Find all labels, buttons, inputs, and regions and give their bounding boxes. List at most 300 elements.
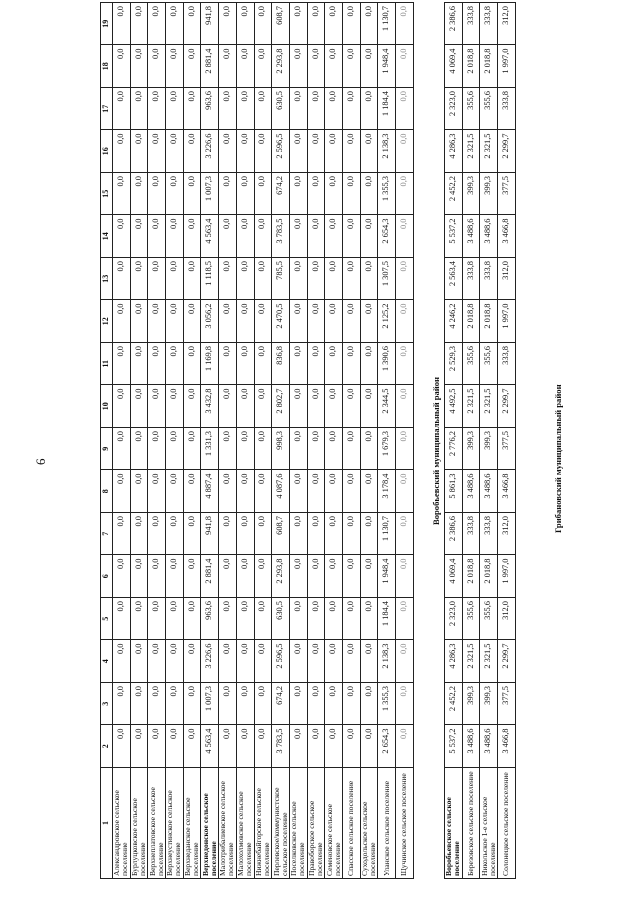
value-cell: 0,0 [166, 725, 184, 768]
value-cell: 2 321,5 [480, 385, 498, 428]
value-cell: 355,6 [480, 598, 498, 641]
value-cell: 0,0 [342, 513, 360, 556]
value-cell: 3 466,8 [498, 215, 516, 258]
value-cell: 0,0 [254, 215, 272, 258]
value-cell: 0,0 [113, 683, 131, 726]
value-cell: 0,0 [130, 130, 148, 173]
value-cell: 0,0 [219, 428, 237, 471]
value-cell: 1 184,4 [378, 598, 396, 641]
value-cell: 0,0 [236, 45, 254, 88]
value-cell: 0,0 [130, 215, 148, 258]
value-cell: 0,0 [307, 3, 325, 46]
value-cell: 0,0 [183, 640, 201, 683]
column-header: 17 [101, 88, 113, 131]
value-cell: 0,0 [342, 130, 360, 173]
column-header: 3 [101, 683, 113, 726]
value-cell: 0,0 [166, 640, 184, 683]
value-cell: 333,8 [462, 258, 480, 301]
value-cell: 0,0 [254, 45, 272, 88]
value-cell: 0,0 [396, 640, 414, 683]
value-cell: 0,0 [113, 513, 131, 556]
value-cell: 0,0 [307, 258, 325, 301]
column-header: 6 [101, 555, 113, 598]
value-cell: 3 488,6 [462, 470, 480, 513]
value-cell: 2 654,3 [378, 215, 396, 258]
table-row [480, 3, 498, 879]
value-cell: 0,0 [236, 3, 254, 46]
value-cell: 312,0 [498, 3, 516, 46]
value-cell: 355,6 [462, 598, 480, 641]
value-cell: 0,0 [236, 88, 254, 131]
column-header: 1 [101, 768, 113, 879]
column-header: 11 [101, 343, 113, 386]
value-cell: 0,0 [342, 725, 360, 768]
value-cell: 0,0 [183, 725, 201, 768]
settlement-name: Щучинское сельское поселение [396, 768, 414, 879]
value-cell: 0,0 [130, 300, 148, 343]
value-cell: 0,0 [289, 513, 307, 556]
value-cell: 0,0 [219, 173, 237, 216]
value-cell: 0,0 [236, 258, 254, 301]
value-cell: 0,0 [236, 640, 254, 683]
value-cell: 0,0 [342, 173, 360, 216]
value-cell: 1 948,4 [378, 555, 396, 598]
value-cell: 0,0 [130, 343, 148, 386]
value-cell: 0,0 [130, 513, 148, 556]
table-row [396, 3, 414, 879]
table-row [462, 3, 480, 879]
value-cell: 1 355,3 [378, 683, 396, 726]
value-cell: 0,0 [360, 385, 378, 428]
value-cell: 4 246,2 [445, 300, 463, 343]
value-cell: 0,0 [183, 45, 201, 88]
column-header: 12 [101, 300, 113, 343]
value-cell: 0,0 [325, 173, 343, 216]
value-cell: 0,0 [148, 88, 166, 131]
value-cell: 2 386,6 [445, 3, 463, 46]
value-cell: 1 948,4 [378, 45, 396, 88]
value-cell: 3 226,6 [201, 130, 219, 173]
value-cell: 3 783,5 [272, 725, 290, 768]
column-header: 18 [101, 45, 113, 88]
value-cell: 0,0 [113, 598, 131, 641]
table-row [201, 3, 219, 879]
column-header: 4 [101, 640, 113, 683]
value-cell: 4 563,4 [201, 725, 219, 768]
value-cell: 0,0 [342, 385, 360, 428]
value-cell: 0,0 [289, 258, 307, 301]
value-cell: 630,5 [272, 598, 290, 641]
value-cell: 3 466,8 [498, 725, 516, 768]
value-cell: 4 069,4 [445, 45, 463, 88]
settlement-name: Спасское сельское поселение [342, 768, 360, 879]
table-row [236, 3, 254, 879]
value-cell: 0,0 [360, 258, 378, 301]
column-header: 15 [101, 173, 113, 216]
value-cell: 0,0 [130, 428, 148, 471]
value-cell: 0,0 [289, 683, 307, 726]
value-cell: 0,0 [289, 555, 307, 598]
value-cell: 0,0 [289, 215, 307, 258]
settlement-name: Малотрибалиевское сельское поселение [219, 768, 237, 879]
settlement-name: Нижнебайгорское сельское поселение [254, 768, 272, 879]
value-cell: 0,0 [148, 513, 166, 556]
value-cell: 0,0 [148, 598, 166, 641]
value-cell: 312,0 [498, 258, 516, 301]
value-cell: 0,0 [113, 640, 131, 683]
value-cell: 4 087,6 [272, 470, 290, 513]
table-row [113, 3, 131, 879]
value-cell: 0,0 [166, 428, 184, 471]
value-cell: 0,0 [342, 470, 360, 513]
value-cell: 2 386,6 [445, 513, 463, 556]
value-cell: 2 323,0 [445, 598, 463, 641]
value-cell: 1 679,3 [378, 428, 396, 471]
value-cell: 630,5 [272, 88, 290, 131]
value-cell: 4 286,3 [445, 640, 463, 683]
value-cell: 0,0 [307, 598, 325, 641]
value-cell: 0,0 [236, 385, 254, 428]
value-cell: 0,0 [254, 300, 272, 343]
table-row [307, 3, 325, 879]
value-cell: 0,0 [113, 258, 131, 301]
settlement-name: Солонецкое сельское поселение [498, 768, 516, 879]
value-cell: 5 537,2 [445, 215, 463, 258]
value-cell: 0,0 [396, 343, 414, 386]
column-header: 9 [101, 428, 113, 471]
value-cell: 2 293,8 [272, 45, 290, 88]
value-cell: 399,3 [462, 683, 480, 726]
table-row [360, 3, 378, 879]
value-cell: 0,0 [342, 428, 360, 471]
value-cell: 0,0 [148, 258, 166, 301]
value-cell: 4 492,5 [445, 385, 463, 428]
value-cell: 0,0 [289, 173, 307, 216]
value-cell: 3 783,5 [272, 215, 290, 258]
value-cell: 0,0 [130, 173, 148, 216]
value-cell: 0,0 [342, 88, 360, 131]
value-cell: 0,0 [130, 598, 148, 641]
value-cell: 0,0 [183, 598, 201, 641]
value-cell: 0,0 [360, 513, 378, 556]
budget-table [100, 2, 414, 879]
value-cell: 2 018,8 [462, 45, 480, 88]
value-cell: 0,0 [307, 640, 325, 683]
value-cell: 0,0 [148, 45, 166, 88]
value-cell: 0,0 [236, 725, 254, 768]
value-cell: 0,0 [360, 173, 378, 216]
value-cell: 333,8 [480, 3, 498, 46]
table-row [342, 3, 360, 879]
value-cell: 0,0 [289, 130, 307, 173]
value-cell: 0,0 [396, 513, 414, 556]
value-cell: 355,6 [462, 88, 480, 131]
value-cell: 1 355,3 [378, 173, 396, 216]
value-cell: 2 125,2 [378, 300, 396, 343]
value-cell: 608,7 [272, 513, 290, 556]
value-cell: 0,0 [342, 640, 360, 683]
settlement-name: Перлевское/коммунистское сельское поселение [272, 768, 290, 879]
value-cell: 0,0 [307, 130, 325, 173]
value-cell: 0,0 [307, 428, 325, 471]
value-cell: 0,0 [307, 555, 325, 598]
value-cell: 0,0 [342, 555, 360, 598]
value-cell: 0,0 [166, 513, 184, 556]
value-cell: 0,0 [307, 88, 325, 131]
value-cell: 2 138,3 [378, 130, 396, 173]
value-cell: 0,0 [236, 215, 254, 258]
value-cell: 0,0 [166, 3, 184, 46]
value-cell: 0,0 [130, 258, 148, 301]
value-cell: 312,0 [498, 513, 516, 556]
value-cell: 0,0 [254, 598, 272, 641]
value-cell: 333,8 [480, 513, 498, 556]
value-cell: 4 069,4 [445, 555, 463, 598]
value-cell: 0,0 [289, 470, 307, 513]
value-cell: 0,0 [307, 300, 325, 343]
value-cell: 0,0 [130, 640, 148, 683]
value-cell: 0,0 [307, 470, 325, 513]
value-cell: 0,0 [254, 513, 272, 556]
value-cell: 0,0 [342, 215, 360, 258]
settlement-name: Воробьевское сельское поселение [445, 768, 463, 879]
value-cell: 0,0 [254, 470, 272, 513]
value-cell: 0,0 [307, 725, 325, 768]
table-row [498, 3, 516, 879]
value-cell: 0,0 [219, 215, 237, 258]
value-cell: 2 321,5 [462, 385, 480, 428]
value-cell: 0,0 [113, 428, 131, 471]
value-cell: 0,0 [113, 385, 131, 428]
value-cell: 0,0 [113, 725, 131, 768]
value-cell: 377,5 [498, 683, 516, 726]
value-cell: 0,0 [289, 3, 307, 46]
column-header: 16 [101, 130, 113, 173]
column-header: 5 [101, 598, 113, 641]
value-cell: 0,0 [254, 3, 272, 46]
value-cell: 399,3 [480, 173, 498, 216]
value-cell: 0,0 [219, 88, 237, 131]
value-cell: 0,0 [289, 385, 307, 428]
value-cell: 0,0 [325, 343, 343, 386]
value-cell: 0,0 [325, 428, 343, 471]
value-cell: 836,8 [272, 343, 290, 386]
table-row [272, 3, 290, 879]
value-cell: 0,0 [360, 555, 378, 598]
value-cell: 0,0 [166, 555, 184, 598]
value-cell: 0,0 [396, 3, 414, 46]
value-cell: 2 018,8 [480, 45, 498, 88]
value-cell: 2 321,5 [480, 130, 498, 173]
value-cell: 0,0 [148, 470, 166, 513]
value-cell: 377,5 [498, 173, 516, 216]
value-cell: 0,0 [396, 385, 414, 428]
value-cell: 0,0 [148, 725, 166, 768]
value-cell: 5 537,2 [445, 725, 463, 768]
value-cell: 0,0 [254, 343, 272, 386]
value-cell: 0,0 [325, 470, 343, 513]
page-number: 6 [33, 458, 48, 465]
table-row [130, 3, 148, 879]
value-cell: 2 470,5 [272, 300, 290, 343]
value-cell: 0,0 [113, 300, 131, 343]
value-cell: 0,0 [236, 683, 254, 726]
value-cell: 0,0 [183, 300, 201, 343]
value-cell: 0,0 [254, 725, 272, 768]
value-cell: 0,0 [183, 343, 201, 386]
value-cell: 0,0 [183, 215, 201, 258]
value-cell: 0,0 [360, 215, 378, 258]
value-cell: 0,0 [166, 598, 184, 641]
value-cell: 2 344,5 [378, 385, 396, 428]
value-cell: 0,0 [166, 258, 184, 301]
value-cell: 0,0 [396, 555, 414, 598]
value-cell: 0,0 [236, 555, 254, 598]
value-cell: 608,7 [272, 3, 290, 46]
table-row [183, 3, 201, 879]
settlement-name: Суходольское сельское поселение [360, 768, 378, 879]
value-cell: 3 488,6 [462, 215, 480, 258]
value-cell: 0,0 [219, 725, 237, 768]
value-cell: 0,0 [236, 173, 254, 216]
value-cell: 0,0 [113, 343, 131, 386]
value-cell: 2 452,2 [445, 683, 463, 726]
value-cell: 0,0 [236, 513, 254, 556]
value-cell: 674,2 [272, 173, 290, 216]
value-cell: 2 293,8 [272, 555, 290, 598]
table-row [378, 3, 396, 879]
value-cell: 0,0 [396, 470, 414, 513]
value-cell: 0,0 [360, 45, 378, 88]
value-cell: 399,3 [480, 683, 498, 726]
value-cell: 0,0 [219, 130, 237, 173]
value-cell: 0,0 [166, 343, 184, 386]
value-cell: 2 018,8 [480, 555, 498, 598]
value-cell: 0,0 [396, 88, 414, 131]
value-cell: 0,0 [130, 45, 148, 88]
value-cell: 963,6 [201, 88, 219, 131]
value-cell: 0,0 [113, 555, 131, 598]
value-cell: 0,0 [254, 428, 272, 471]
value-cell: 0,0 [325, 683, 343, 726]
settlement-name: Малохолмовское сельское поселение [236, 768, 254, 879]
value-cell: 0,0 [360, 683, 378, 726]
value-cell: 0,0 [219, 555, 237, 598]
value-cell: 0,0 [396, 300, 414, 343]
value-cell: 0,0 [360, 343, 378, 386]
value-cell: 0,0 [360, 598, 378, 641]
column-header: 8 [101, 470, 113, 513]
value-cell: 0,0 [342, 598, 360, 641]
value-cell: 0,0 [130, 683, 148, 726]
value-cell: 399,3 [462, 173, 480, 216]
value-cell: 0,0 [360, 470, 378, 513]
value-cell: 0,0 [360, 725, 378, 768]
section-title-vorobyevsky: Воробьевский муниципальный район [431, 376, 441, 525]
value-cell: 0,0 [148, 215, 166, 258]
value-cell: 0,0 [307, 215, 325, 258]
value-cell: 0,0 [148, 3, 166, 46]
settlement-name: Березовское сельское поселение [462, 768, 480, 879]
value-cell: 2 138,3 [378, 640, 396, 683]
value-cell: 0,0 [183, 258, 201, 301]
value-cell: 3 178,4 [378, 470, 396, 513]
value-cell: 0,0 [183, 88, 201, 131]
value-cell: 0,0 [148, 300, 166, 343]
value-cell: 3 488,6 [480, 470, 498, 513]
settlement-name: Семеновское сельское поселение [325, 768, 343, 879]
value-cell: 2 321,5 [462, 130, 480, 173]
value-cell: 333,8 [480, 258, 498, 301]
value-cell: 0,0 [342, 343, 360, 386]
value-cell: 0,0 [325, 640, 343, 683]
value-cell: 0,0 [166, 683, 184, 726]
value-cell: 0,0 [325, 385, 343, 428]
value-cell: 2 299,7 [498, 640, 516, 683]
value-cell: 0,0 [219, 45, 237, 88]
settlement-name: Верхнедонское сельское поселение [201, 768, 219, 879]
value-cell: 0,0 [360, 428, 378, 471]
value-cell: 1 331,3 [201, 428, 219, 471]
settlement-name: Верхнеданское сельское поселение [183, 768, 201, 879]
value-cell: 0,0 [342, 300, 360, 343]
column-header: 2 [101, 725, 113, 768]
value-cell: 0,0 [219, 343, 237, 386]
value-cell: 0,0 [307, 513, 325, 556]
value-cell: 0,0 [254, 683, 272, 726]
value-cell: 0,0 [148, 428, 166, 471]
value-cell: 2 018,8 [480, 300, 498, 343]
value-cell: 1 169,8 [201, 343, 219, 386]
value-cell: 399,3 [480, 428, 498, 471]
value-cell: 0,0 [219, 598, 237, 641]
value-cell: 0,0 [166, 215, 184, 258]
value-cell: 0,0 [360, 300, 378, 343]
value-cell: 1 007,3 [201, 683, 219, 726]
value-cell: 0,0 [113, 3, 131, 46]
column-header: 14 [101, 215, 113, 258]
value-cell: 0,0 [130, 470, 148, 513]
value-cell: 0,0 [219, 3, 237, 46]
table-row [166, 3, 184, 879]
value-cell: 0,0 [396, 683, 414, 726]
value-cell: 0,0 [130, 385, 148, 428]
value-cell: 0,0 [396, 173, 414, 216]
value-cell: 0,0 [236, 428, 254, 471]
table-body-vorobyevsky [445, 3, 516, 879]
value-cell: 0,0 [130, 725, 148, 768]
value-cell: 1 997,0 [498, 300, 516, 343]
value-cell: 1 390,6 [378, 343, 396, 386]
value-cell: 0,0 [113, 88, 131, 131]
value-cell: 0,0 [113, 470, 131, 513]
settlement-name: Верхнеплатовское сельское поселение [148, 768, 166, 879]
settlement-name: Никольское 1-е сельское поселение [480, 768, 498, 879]
settlement-name: Бурлуцковское сельское поселение [130, 768, 148, 879]
value-cell: 2 776,2 [445, 428, 463, 471]
value-cell: 1 307,5 [378, 258, 396, 301]
value-cell: 3 488,6 [480, 215, 498, 258]
value-cell: 0,0 [289, 725, 307, 768]
value-cell: 0,0 [183, 428, 201, 471]
value-cell: 0,0 [325, 45, 343, 88]
value-cell: 0,0 [148, 555, 166, 598]
column-header: 10 [101, 385, 113, 428]
value-cell: 0,0 [289, 428, 307, 471]
value-cell: 0,0 [396, 258, 414, 301]
value-cell: 0,0 [148, 343, 166, 386]
value-cell: 0,0 [113, 215, 131, 258]
